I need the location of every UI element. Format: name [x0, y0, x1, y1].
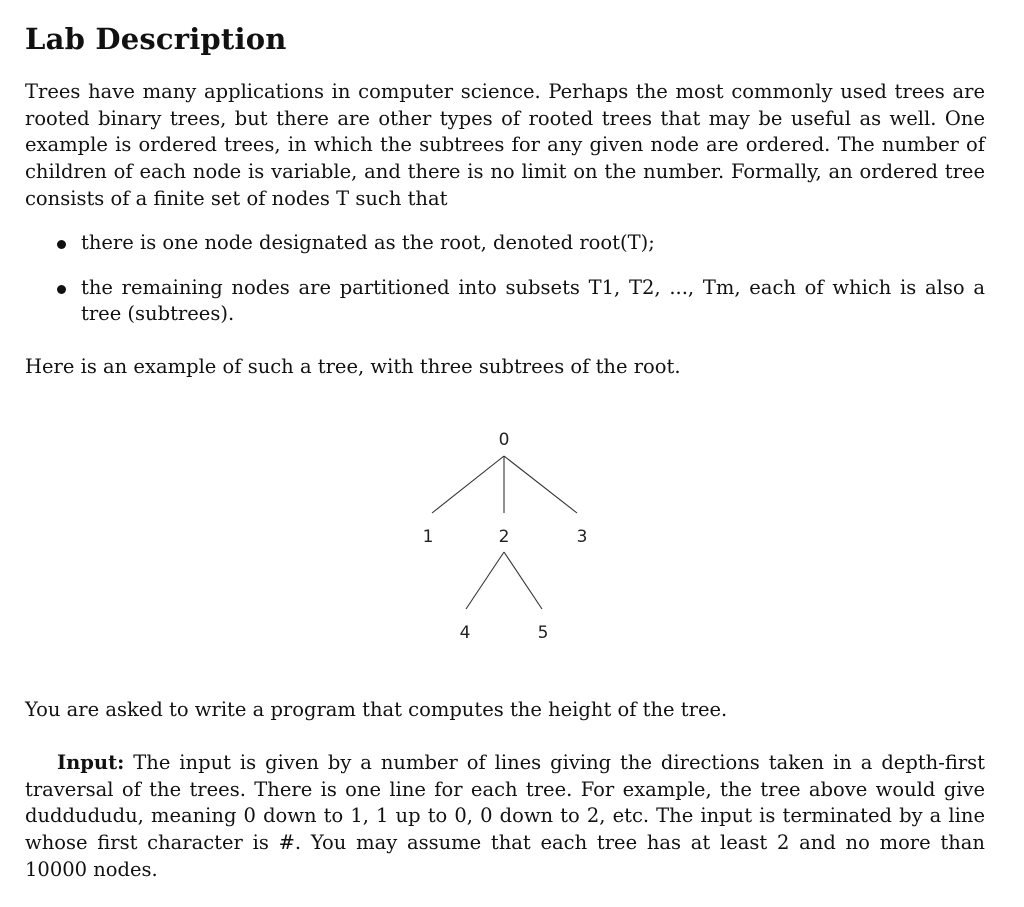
definition-list	[25, 230, 985, 328]
tree-diagram	[422, 420, 625, 660]
list-item	[25, 230, 985, 257]
tree-edge-2-5	[504, 552, 542, 609]
bullet-icon	[57, 240, 66, 249]
tree-node-4: 4	[459, 623, 471, 643]
tree-edge-0-1	[432, 456, 504, 513]
example-intro: Here is an example of such a tree, with three subtrees of the root.	[25, 355, 681, 378]
intro-paragraph: Trees have many applications in computer science. Perhaps the most commonly used trees are rooted binary trees, but there are other types of rooted trees that may be useful as well. One example is ordered trees, in which the subtrees for any given node are ordered. The number of children of each node is variable, and there is no limit on the number. Formally, an ordered tree consists of a finite set of nodes T such that	[25, 80, 985, 210]
tree-edge-2-4	[466, 552, 504, 609]
tree-node-1: 1	[422, 527, 434, 547]
tree-node-2: 2	[498, 527, 510, 547]
tree-nodes	[423, 430, 588, 643]
tree-node-5: 5	[537, 623, 549, 643]
bullet-icon	[57, 285, 66, 294]
bullet-text: there is one node designated as the root, denoted root(T);	[81, 231, 655, 254]
list-item	[25, 275, 985, 328]
bullet-text: the remaining nodes are partitioned into subsets T1, T2, ..., Tm, each of which is also a tree (subtrees).	[81, 275, 985, 326]
task-paragraph: You are asked to write a program that computes the height of the tree.	[25, 698, 728, 721]
tree-node-0: 0	[498, 430, 510, 450]
page-title: Lab Description	[25, 22, 287, 56]
input-text: The input is given by a number of lines giving the directions taken in a depth-first traversal of the trees. There is one line for each tree. For example, the tree above would give duddududu, meaning 0 down to 1, 1 up to 0, 0 down to 2, etc. The input is terminated by a line whose first character is #. You may assume that each tree has at least 2 and no more than 10000 nodes.	[25, 751, 985, 881]
tree-node-3: 3	[576, 527, 588, 547]
tree-edge-0-3	[504, 456, 577, 513]
input-label: Input:	[57, 751, 125, 774]
input-paragraph	[25, 750, 985, 884]
